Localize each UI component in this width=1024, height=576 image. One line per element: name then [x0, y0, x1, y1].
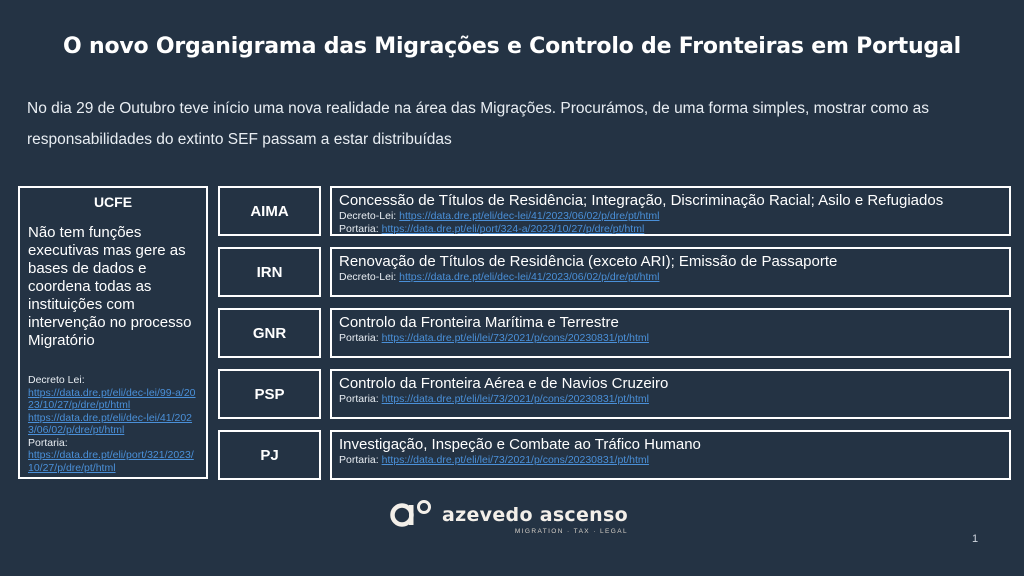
agency-responsibilities: Investigação, Inspeção e Combate ao Tráfico Humano — [339, 436, 701, 453]
reference-link[interactable]: https://data.dre.pt/eli/lei/73/2021/p/cons/20230831/pt/html — [381, 393, 649, 405]
agency-aima-details — [330, 186, 1011, 236]
reference-line — [339, 271, 1002, 284]
reference-link[interactable]: https://data.dre.pt/eli/dec-lei/41/2023/06/02/p/dre/pt/html — [399, 210, 660, 222]
agency-aima — [218, 186, 321, 236]
agency-responsibilities: Controlo da Fronteira Aérea e de Navios Cruzeiro — [339, 375, 669, 392]
ucfe-description: Não tem funções executivas mas gere as bases de dados e coordena todas as instituições com intervenção no processo Migratório — [28, 224, 192, 349]
reference-line — [339, 332, 1002, 345]
decreto-lei-link[interactable]: https://data.dre.pt/eli/dec-lei/41/2023/06/02/p/dre/pt/html — [28, 411, 193, 436]
logo-mark-svg — [390, 498, 434, 528]
reference-link[interactable]: https://data.dre.pt/eli/dec-lei/41/2023/06/02/p/dre/pt/html — [399, 271, 660, 283]
logo-text — [442, 504, 628, 535]
logo-tagline: MIGRATION · TAX · LEGAL — [514, 528, 628, 535]
reference-label: Portaria: — [339, 332, 379, 344]
agency-name: AIMA — [250, 202, 289, 220]
decreto-lei-link[interactable]: https://data.dre.pt/eli/dec-lei/99-a/2023/10/27/p/dre/pt/html — [28, 386, 196, 411]
reference-label: Portaria: — [339, 393, 379, 405]
agency-psp-details — [330, 369, 1011, 419]
reference-line — [339, 210, 1002, 223]
logo-mark-icon — [390, 498, 434, 528]
agency-pj — [218, 430, 321, 480]
reference-label: Decreto-Lei: — [339, 271, 397, 283]
ucfe-references — [28, 374, 198, 474]
page-number: 1 — [972, 533, 979, 545]
reference-line — [339, 454, 1002, 467]
agency-responsibilities: Renovação de Títulos de Residência (exceto ARI); Emissão de Passaporte — [339, 253, 838, 270]
ucfe-box — [18, 186, 208, 479]
logo-name: azevedo ascenso — [442, 504, 628, 526]
reference-line — [339, 223, 1002, 236]
intro-text: No dia 29 de Outubro teve início uma nova realidade na área das Migrações. Procurámos, de uma forma simples, mostrar como as responsabilidades do extinto SEF passam a estar distribuídas — [27, 100, 930, 148]
reference-label: Portaria: — [339, 222, 379, 235]
agency-irn — [218, 247, 321, 297]
agency-name: PSP — [254, 385, 285, 403]
decreto-lei-label: Decreto Lei: — [28, 374, 85, 386]
page-title: O novo Organigrama das Migrações e Controlo de Fronteiras em Portugal — [63, 34, 961, 59]
agency-name: PJ — [260, 446, 279, 464]
reference-line — [339, 393, 1002, 406]
portaria-link[interactable]: https://data.dre.pt/eli/port/321/2023/10/27/p/dre/pt/html — [28, 449, 194, 474]
agency-psp — [218, 369, 321, 419]
agency-responsibilities: Concessão de Títulos de Residência; Integração, Discriminação Racial; Asilo e Refugiados — [339, 192, 944, 209]
agency-pj-details — [330, 430, 1011, 480]
reference-link[interactable]: https://data.dre.pt/eli/lei/73/2021/p/cons/20230831/pt/html — [381, 454, 649, 466]
reference-label: Portaria: — [339, 454, 379, 466]
reference-link[interactable]: https://data.dre.pt/eli/port/324-a/2023/10/27/p/dre/pt/html — [381, 222, 645, 235]
agency-name: GNR — [252, 324, 287, 342]
agency-responsibilities: Controlo da Fronteira Marítima e Terrestre — [339, 314, 619, 331]
reference-label: Decreto-Lei: — [339, 210, 397, 222]
azevedo-ascenso-logo — [390, 498, 628, 535]
agency-gnr — [218, 308, 321, 358]
portaria-label: Portaria: — [28, 436, 68, 449]
reference-link[interactable]: https://data.dre.pt/eli/lei/73/2021/p/cons/20230831/pt/html — [381, 332, 649, 344]
agency-gnr-details — [330, 308, 1011, 358]
agency-irn-details — [330, 247, 1011, 297]
agency-name: IRN — [256, 263, 283, 281]
ucfe-title: UCFE — [93, 194, 133, 210]
